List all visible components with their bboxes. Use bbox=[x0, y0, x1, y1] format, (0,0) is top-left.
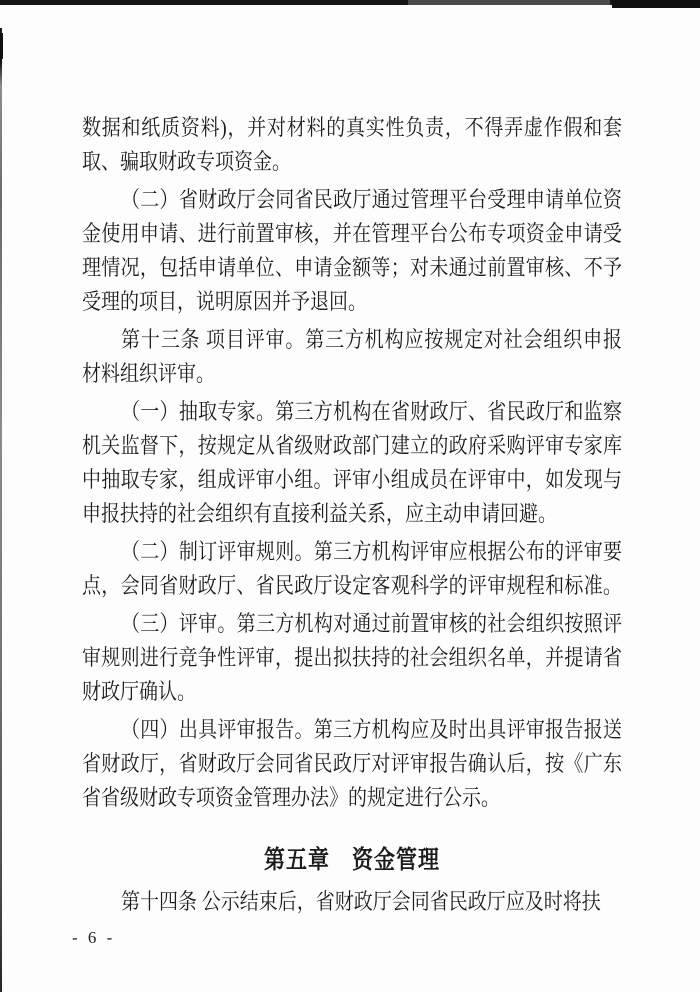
document-line: 省财政厅，省财政厅会同省民政厅对评审报告确认后，按《广东 bbox=[82, 752, 622, 777]
chapter-heading: 第五章 资金管理 bbox=[264, 846, 440, 874]
document-line: 财政厅确认。 bbox=[82, 680, 197, 705]
document-line: （二）制订评审规则。第三方机构评审应根据公布的评审要 bbox=[121, 540, 622, 565]
scan-artifact-left-edge-line bbox=[0, 28, 2, 992]
document-line: 中抽取专家，组成评审小组。评审小组成员在评审中，如发现与 bbox=[82, 468, 622, 493]
document-line: 机关监督下，按规定从省级财政部门建立的政府采购评审专家库 bbox=[82, 434, 622, 459]
document-line: 金使用申请、进行前置审核，并在管理平台公布专项资金申请受 bbox=[82, 222, 622, 247]
page-number: - 6 - bbox=[72, 928, 116, 947]
document-line: 受理的项目，说明原因并予退回。 bbox=[82, 290, 368, 315]
document-line: 理情况，包括申请单位、申请金额等；对未通过前置审核、不予 bbox=[82, 256, 622, 281]
document-line: 第十四条 公示结束后，省财政厅会同省民政厅应及时将扶 bbox=[121, 890, 601, 915]
scan-artifact-top-band-right bbox=[612, 0, 700, 8]
document-line: （三）评审。第三方机构对通过前置审核的社会组织按照评 bbox=[121, 612, 622, 637]
document-line: 省省级财政专项资金管理办法》的规定进行公示。 bbox=[82, 786, 501, 811]
document-line: 取、骗取财政专项资金。 bbox=[82, 150, 292, 175]
document-body bbox=[82, 112, 622, 920]
scan-artifact-left-edge-notch bbox=[0, 33, 3, 59]
document-line: 申报扶持的社会组织有直接利益关系，应主动申请回避。 bbox=[82, 502, 558, 527]
document-line: （一）抽取专家。第三方机构在省财政厅、省民政厅和监察 bbox=[121, 400, 622, 425]
document-line: （二）省财政厅会同省民政厅通过管理平台受理申请单位资 bbox=[121, 188, 622, 213]
document-line: （四）出具评审报告。第三方机构应及时出具评审报告报送 bbox=[121, 718, 622, 743]
document-line: 材料组织评审。 bbox=[82, 362, 216, 387]
document-line: 审规则进行竞争性评审，提出拟扶持的社会组织名单，并提请省 bbox=[82, 646, 622, 671]
document-line: 点，会同省财政厅、省民政厅设定客观科学的评审规程和标准。 bbox=[82, 574, 622, 599]
document-line: 第十三条 项目评审。第三方机构应按规定对社会组织申报 bbox=[121, 328, 622, 353]
scan-artifact-top-band-mid bbox=[408, 0, 610, 5]
document-line: 数据和纸质资料)，并对材料的真实性负责，不得弄虚作假和套 bbox=[82, 116, 622, 141]
